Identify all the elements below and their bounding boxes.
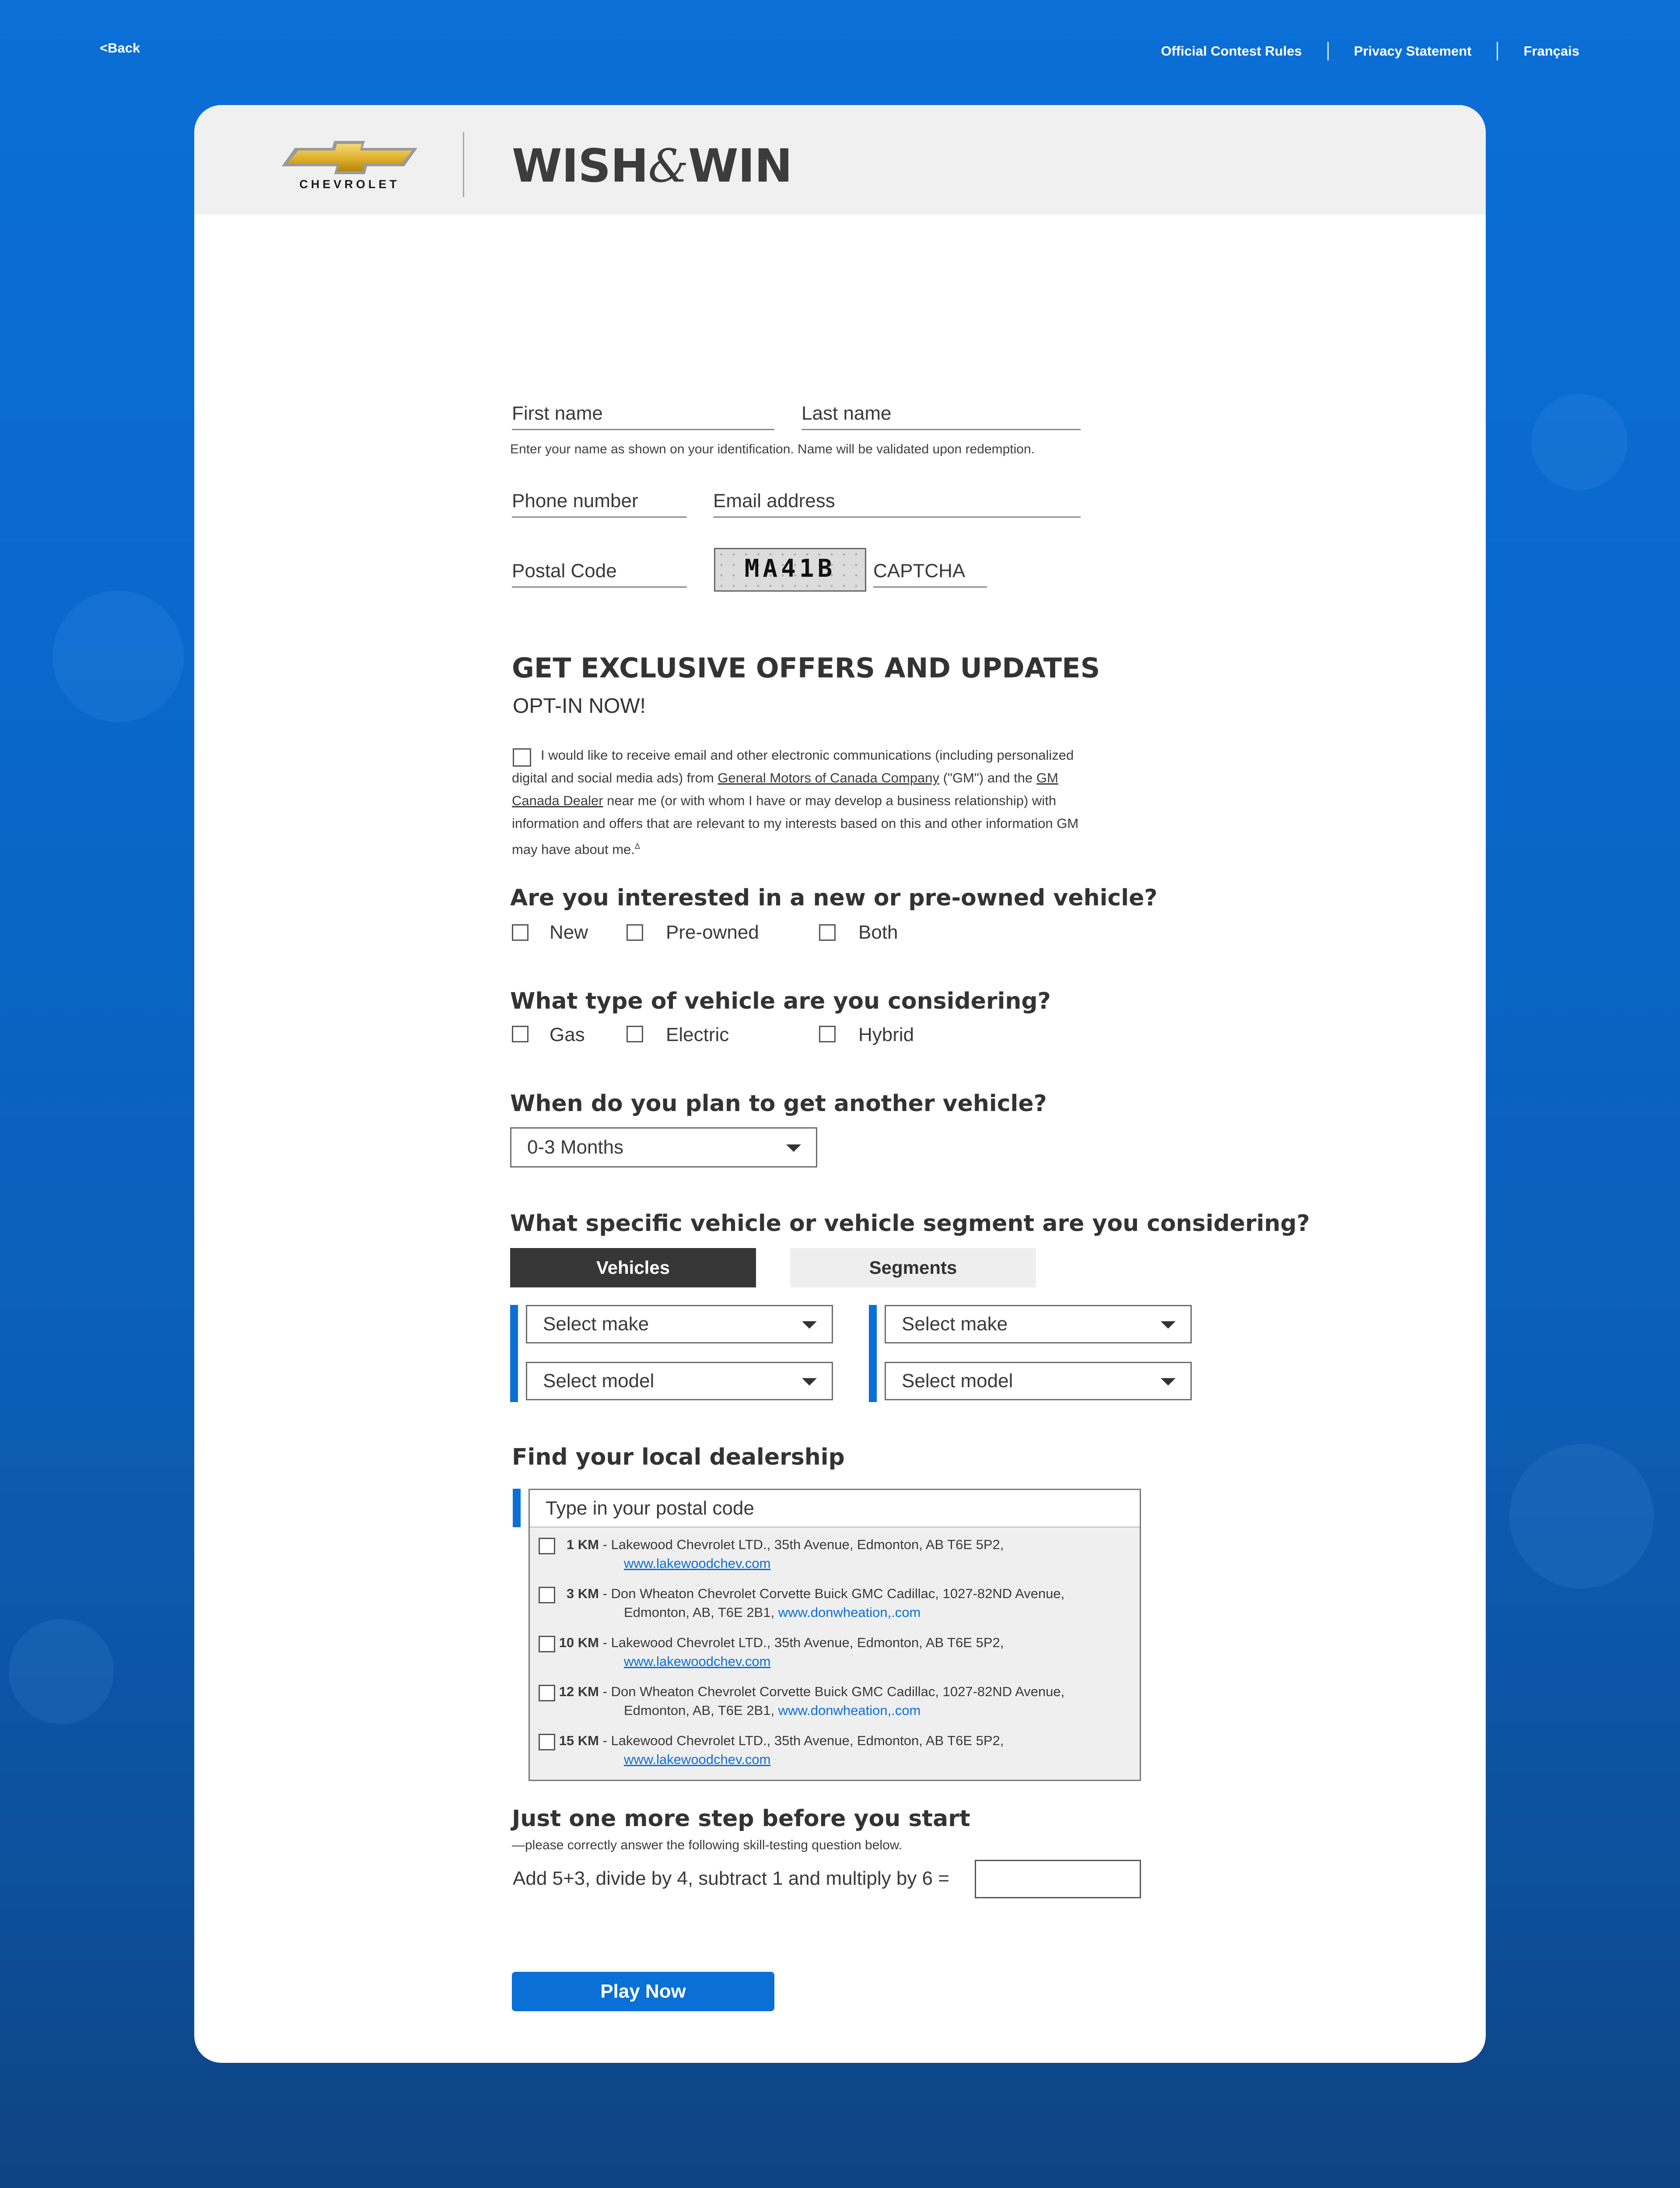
model-select-1[interactable]: Select model [526, 1362, 833, 1400]
make-select-1[interactable]: Select make [526, 1305, 833, 1343]
pre-owned-checkbox[interactable] [626, 924, 643, 941]
chevron-down-icon [802, 1378, 817, 1385]
nav-divider [1497, 42, 1498, 60]
chevron-down-icon [802, 1321, 817, 1329]
offers-heading: GET EXCLUSIVE OFFERS AND UPDATES [512, 652, 1100, 684]
electric-label: Electric [666, 1024, 729, 1045]
dealer-results-list [528, 1527, 1141, 1781]
dealership-heading: Find your local dealership [512, 1444, 845, 1470]
header-divider [463, 132, 464, 197]
gm-dealer-link[interactable]: GM Canada Dealer [512, 770, 1058, 808]
vehicle-group-accent [510, 1305, 518, 1402]
chevron-down-icon [1161, 1321, 1176, 1329]
new-checkbox[interactable] [512, 924, 528, 941]
list-item: 12 KM - Don Wheaton Chevrolet Corvette Buick GMC Cadillac, 1027-82ND Avenue, Edmonton, AB, T6E 2B1, www.donwheation,.com [559, 1684, 1065, 1718]
list-item: 10 KM - Lakewood Chevrolet LTD., 35th Avenue, Edmonton, AB T6E 5P2, www.lakewoodchev.com [559, 1635, 1004, 1669]
captcha-field[interactable]: CAPTCHA [873, 560, 987, 588]
phone-number-field[interactable]: Phone number [512, 490, 687, 518]
card-header [194, 105, 1486, 214]
skill-question-subtitle: —please correctly answer the following skill-testing question below. [512, 1838, 903, 1852]
play-now-button[interactable]: Play Now [512, 1972, 774, 2011]
last-name-field[interactable]: Last name [802, 403, 1081, 430]
background-bokeh [1531, 394, 1628, 490]
dealer-url-link[interactable]: www.lakewoodchev.com [624, 1752, 771, 1767]
hybrid-label: Hybrid [858, 1024, 914, 1045]
tab-vehicles[interactable]: Vehicles [510, 1248, 756, 1287]
contest-form-card [194, 105, 1486, 2063]
language-toggle-link[interactable]: Français [1523, 43, 1579, 59]
background-bokeh [1509, 1444, 1654, 1588]
vehicle-condition-question: Are you interested in a new or pre-owned vehicle? [510, 885, 1158, 911]
captcha-image: MA41B [714, 548, 866, 592]
skill-question-heading: Just one more step before you start [512, 1806, 970, 1832]
both-label: Both [858, 922, 898, 943]
list-item: 3 KM - Don Wheaton Chevrolet Corvette Buick GMC Cadillac, 1027-82ND Avenue, Edmonton, AB, T6E 2B1, www.donwheation,.com [566, 1586, 1065, 1620]
dealership-input-accent [513, 1489, 521, 1527]
specific-vehicle-question: What specific vehicle or vehicle segment are you considering? [510, 1210, 1310, 1237]
model-select-2[interactable]: Select model [885, 1362, 1192, 1400]
dealer-url-link[interactable]: www.donwheation,.com [778, 1605, 921, 1620]
vehicle-group-accent [869, 1305, 877, 1402]
email-address-field[interactable]: Email address [713, 490, 1081, 518]
dealer-url-link[interactable]: www.lakewoodchev.com [624, 1654, 771, 1669]
back-link[interactable]: <Back [100, 40, 140, 56]
skill-question-text: Add 5+3, divide by 4, subtract 1 and multiply by 6 = [513, 1868, 949, 1889]
pre-owned-label: Pre-owned [666, 922, 759, 943]
chevrolet-bowtie-icon [277, 140, 422, 175]
list-item: 1 KM - Lakewood Chevrolet LTD., 35th Avenue, Edmonton, AB T6E 5P2, www.lakewoodchev.com [566, 1537, 1004, 1571]
nav-divider [1327, 42, 1329, 60]
top-nav [1161, 42, 1579, 60]
dealer-url-link[interactable]: www.lakewoodchev.com [624, 1556, 771, 1571]
new-label: New [550, 922, 588, 943]
name-validation-note: Enter your name as shown on your identification. Name will be validated upon redemption. [510, 442, 1035, 456]
background-bokeh [9, 1619, 114, 1724]
opt-in-subheading: OPT-IN NOW! [513, 694, 646, 718]
electric-checkbox[interactable] [626, 1026, 643, 1042]
first-name-field[interactable]: First name [512, 403, 774, 430]
dealer-url-link[interactable]: www.donwheation,.com [778, 1703, 921, 1718]
both-checkbox[interactable] [819, 924, 836, 941]
wish-and-win-logo: WISH&WIN [512, 139, 792, 193]
timing-question: When do you plan to get another vehicle? [510, 1090, 1047, 1117]
tab-segments[interactable]: Segments [790, 1248, 1036, 1287]
background-bokeh [52, 591, 184, 722]
make-select-2[interactable]: Select make [885, 1305, 1192, 1343]
chevron-down-icon [786, 1144, 801, 1152]
dealer-postal-input[interactable]: Type in your postal code [528, 1489, 1141, 1528]
timing-select[interactable]: 0-3 Months [510, 1127, 817, 1168]
vehicle-type-question: What type of vehicle are you considering? [510, 988, 1051, 1014]
gm-canada-link[interactable]: General Motors of Canada Company [718, 770, 939, 785]
official-rules-link[interactable]: Official Contest Rules [1161, 43, 1302, 59]
list-item: 15 KM - Lakewood Chevrolet LTD., 35th Avenue, Edmonton, AB T6E 5P2, www.lakewoodchev.com [559, 1733, 1004, 1767]
gas-label: Gas [550, 1024, 585, 1045]
brand-wordmark: CHEVROLET [299, 178, 400, 191]
privacy-statement-link[interactable]: Privacy Statement [1354, 43, 1472, 59]
gas-checkbox[interactable] [512, 1026, 528, 1042]
skill-answer-input[interactable] [975, 1860, 1141, 1898]
postal-code-field[interactable]: Postal Code [512, 560, 687, 588]
consent-text: I would like to receive email and other electronic communications (including personalized digital and social media ads) from General Motors of Canada Company ("GM") and the GM Canada Dealer near me (or with whom I have or may develop a business relationship) with information and offers that are relevant to my interests based on this and other information GM may have about me.$^\Delta$ [512, 747, 1079, 857]
chevron-down-icon [1161, 1378, 1176, 1385]
hybrid-checkbox[interactable] [819, 1026, 836, 1042]
